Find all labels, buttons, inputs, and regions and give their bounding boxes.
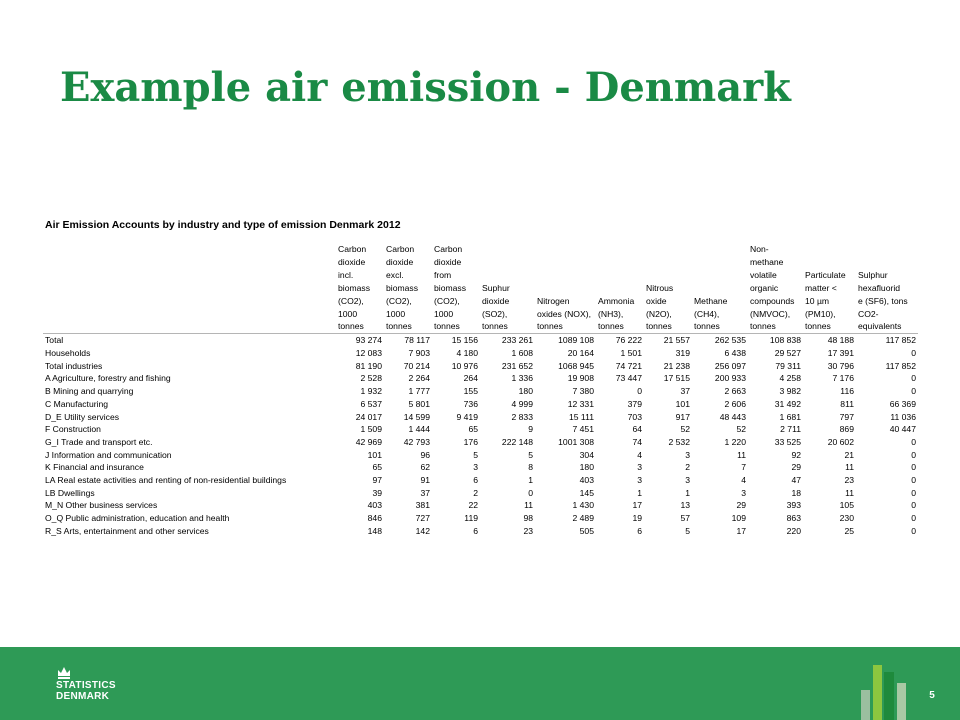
table-cell: 869	[839, 424, 854, 435]
column-header-line: excl.	[386, 269, 404, 280]
table-cell: 14 599	[403, 411, 430, 422]
industry-label: Households	[45, 348, 91, 359]
table-cell: 0	[911, 500, 916, 511]
industry-label: LB Dwellings	[45, 487, 95, 498]
table-cell: 797	[839, 411, 854, 422]
column-header	[480, 243, 535, 334]
table-cell: 97	[372, 475, 382, 486]
table-cell: 21	[844, 449, 854, 460]
table-cell: 319	[675, 348, 690, 359]
table-cell: 379	[627, 398, 642, 409]
column-header-line: Ammonia	[598, 295, 635, 306]
table-cell: 148	[367, 525, 382, 536]
table-cell: 7 380	[572, 386, 594, 397]
table-cell: 24 017	[355, 411, 382, 422]
table-cell: 0	[911, 386, 916, 397]
table-cell: 145	[579, 487, 594, 498]
column-header-line: (CO2),	[434, 295, 460, 306]
table-cell: 3	[741, 487, 746, 498]
table-cell: 4 258	[779, 373, 801, 384]
table-cell: 230	[839, 513, 854, 524]
column-header-line: Carbon	[434, 244, 463, 254]
table-cell: 18	[791, 487, 801, 498]
table-cell: 65	[372, 462, 382, 473]
table-cell: 222 148	[501, 436, 533, 447]
table-cell: 1 444	[408, 424, 430, 435]
table-cell: 1	[637, 487, 642, 498]
column-header-line: Suphur	[482, 282, 510, 293]
table-cell: 74	[632, 436, 642, 447]
column-header-line: 1000	[386, 308, 406, 319]
logo-line-statistics: STATISTICS	[56, 680, 116, 691]
table-cell: 6	[473, 525, 478, 536]
table-cell: 0	[911, 348, 916, 359]
table-cell: 21 238	[663, 360, 690, 371]
table-cell: 23	[523, 525, 533, 536]
table-cell: 6 438	[724, 348, 746, 359]
table-cell: 142	[415, 525, 430, 536]
column-header-line: methane	[750, 256, 784, 267]
table-cell: 0	[911, 436, 916, 447]
table-cell: 17	[632, 500, 642, 511]
table-cell: 101	[675, 398, 690, 409]
table-cell: 92	[791, 449, 801, 460]
table-cell: 62	[420, 462, 430, 473]
column-header	[856, 243, 918, 334]
table-row	[43, 474, 918, 487]
table-cell: 256 097	[714, 360, 746, 371]
table-cell: 48 188	[827, 335, 854, 346]
column-header-line: (CO2),	[338, 295, 364, 306]
column-header-line: 10 µm	[805, 295, 830, 306]
table-cell: 0	[911, 475, 916, 486]
page-number: 5	[929, 690, 935, 701]
table-cell: 17 391	[827, 348, 854, 359]
table-cell: 403	[367, 500, 382, 511]
table-cell: 231 652	[501, 360, 533, 371]
table-cell: 1 608	[511, 348, 533, 359]
table-row	[43, 411, 918, 424]
table-cell: 105	[839, 500, 854, 511]
column-header	[692, 243, 748, 334]
table-cell: 1	[528, 475, 533, 486]
column-header	[803, 243, 856, 334]
table-cell: 0	[911, 525, 916, 536]
column-header-line: dioxide	[386, 256, 414, 267]
table-cell: 180	[518, 386, 533, 397]
statistics-denmark-logo	[56, 664, 136, 704]
column-header-line: tonnes	[805, 321, 831, 332]
industry-label: K Financial and insurance	[45, 462, 144, 473]
column-header-line: dioxide	[338, 256, 366, 267]
column-header-line: tonnes	[694, 321, 720, 332]
table-cell: 31 492	[774, 398, 801, 409]
table-cell: 17 515	[663, 373, 690, 384]
table-cell: 15 111	[568, 411, 594, 422]
column-header-line: dioxide	[482, 295, 510, 306]
column-header-line: dioxide	[434, 256, 462, 267]
table-cell: 264	[463, 373, 478, 384]
table-cell: 505	[579, 525, 594, 536]
column-header-line: Sulphur	[858, 269, 888, 280]
industry-label: C Manufacturing	[45, 398, 109, 409]
table-cell: 1089 108	[558, 335, 594, 346]
table-cell: 117 852	[885, 335, 916, 346]
column-header-industry	[43, 243, 336, 334]
table-cell: 20 164	[567, 348, 594, 359]
table-cell: 1 681	[779, 411, 801, 422]
table-cell: 37	[680, 386, 690, 397]
table-cell: 863	[786, 513, 801, 524]
footer-decor-bar-3	[884, 672, 894, 720]
table-cell: 29 527	[774, 348, 801, 359]
table-cell: 109	[731, 513, 746, 524]
logo-line-denmark: DENMARK	[56, 690, 110, 702]
table-cell: 5	[528, 449, 533, 460]
column-header-line: Non-	[750, 244, 769, 254]
table-cell: 2 489	[572, 513, 594, 524]
table-cell: 3	[685, 449, 690, 460]
table-header-row	[43, 243, 918, 334]
table-cell: 0	[528, 487, 533, 498]
industry-label: R_S Arts, entertainment and other services	[45, 525, 209, 536]
table-cell: 40 447	[889, 424, 916, 435]
column-header-line: biomass	[338, 282, 370, 293]
footer-decor-bar-4	[897, 683, 906, 720]
table-cell: 3	[473, 462, 478, 473]
crown-icon	[56, 664, 72, 680]
table-cell: 6	[473, 475, 478, 486]
table-cell: 81 190	[355, 360, 382, 371]
column-header-line: Particulate	[805, 269, 846, 280]
table-row	[43, 512, 918, 525]
table-cell: 403	[579, 475, 594, 486]
column-header-line: Nitrogen	[537, 295, 570, 306]
table-cell: 116	[840, 386, 854, 397]
table-cell: 2 663	[724, 386, 746, 397]
table-cell: 47	[791, 475, 801, 486]
column-header-line: tonnes	[646, 321, 672, 332]
table-cell: 52	[736, 424, 746, 435]
industry-label: LA Real estate activities and renting of non-residential buildings	[45, 475, 287, 486]
table-cell: 98	[523, 513, 533, 524]
table-cell: 29	[736, 500, 746, 511]
column-header-line: tonnes	[598, 321, 624, 332]
table-cell: 2 532	[668, 436, 690, 447]
table-cell: 2 264	[408, 373, 430, 384]
column-header-line: tonnes	[482, 321, 508, 332]
table-cell: 1068 945	[558, 360, 594, 371]
table-cell: 3 982	[779, 386, 801, 397]
table-cell: 6	[637, 525, 642, 536]
table-cell: 811	[840, 398, 854, 409]
table-cell: 33 525	[774, 436, 801, 447]
column-header-line: 1000	[434, 308, 454, 319]
industry-label: Total industries	[45, 360, 103, 371]
table-cell: 78 117	[404, 335, 430, 346]
table-cell: 93 274	[355, 335, 382, 346]
table-cell: 180	[579, 462, 594, 473]
column-header	[596, 243, 644, 334]
table-cell: 73 447	[615, 373, 642, 384]
column-header-line: (CO2),	[386, 295, 412, 306]
table-cell: 3	[685, 475, 690, 486]
table-row	[43, 398, 918, 411]
column-header-line: (N2O),	[646, 308, 672, 319]
column-header-line: from	[434, 269, 452, 280]
table-cell: 1001 308	[558, 436, 594, 447]
column-header-line: organic	[750, 282, 779, 293]
table-cell: 727	[415, 513, 430, 524]
table-cell: 64	[632, 424, 642, 435]
table-cell: 39	[372, 487, 382, 498]
table-cell: 2 711	[780, 424, 801, 435]
column-header-line: hexafluorid	[858, 282, 901, 293]
table-cell: 12 331	[567, 398, 594, 409]
table-cell: 393	[786, 500, 801, 511]
slide-title: Example air emission - Denmark	[60, 64, 791, 111]
table-cell: 7 903	[408, 348, 430, 359]
table-cell: 1 220	[724, 436, 746, 447]
table-cell: 2	[685, 462, 690, 473]
table-cell: 42 969	[355, 436, 382, 447]
table-cell: 1 777	[408, 386, 430, 397]
industry-label: M_N Other business services	[45, 500, 158, 511]
table-row	[43, 525, 918, 538]
industry-label: J Information and communication	[45, 449, 172, 460]
table-cell: 108 838	[769, 335, 801, 346]
table-cell: 4	[637, 449, 642, 460]
table-cell: 200 933	[714, 373, 746, 384]
table-row	[43, 436, 918, 449]
table-cell: 11	[845, 487, 854, 498]
column-header-line: equivalents	[858, 321, 902, 332]
table-cell: 155	[463, 386, 478, 397]
industry-label: O_Q Public administration, education and health	[45, 513, 230, 524]
table-cell: 7 451	[572, 424, 594, 435]
table-row	[43, 347, 918, 360]
table-cell: 1 932	[360, 386, 382, 397]
table-cell: 0	[911, 487, 916, 498]
table-cell: 117 852	[885, 360, 916, 371]
table-cell: 15 156	[451, 335, 478, 346]
table-cell: 0	[911, 449, 916, 460]
table-cell: 11 036	[890, 411, 916, 422]
table-cell: 25	[844, 525, 854, 536]
industry-label: Total	[45, 335, 64, 346]
table-cell: 2 606	[724, 398, 746, 409]
column-header-line: (NMVOC),	[750, 308, 791, 319]
column-header-line: oxide	[646, 295, 667, 306]
column-header	[644, 243, 692, 334]
industry-label: D_E Utility services	[45, 411, 120, 422]
column-header-line: biomass	[386, 282, 418, 293]
table-row	[43, 372, 918, 385]
table-cell: 220	[786, 525, 801, 536]
table-row	[43, 360, 918, 373]
table-cell: 19	[632, 513, 642, 524]
column-header-line: tonnes	[537, 321, 563, 332]
table-cell: 6 537	[360, 398, 382, 409]
table-cell: 8	[528, 462, 533, 473]
table-cell: 70 214	[403, 360, 430, 371]
column-header-line: (CH4),	[694, 308, 720, 319]
table-cell: 57	[680, 513, 690, 524]
table-cell: 3	[637, 462, 642, 473]
table-cell: 262 535	[714, 335, 746, 346]
industry-label: A Agriculture, forestry and fishing	[45, 373, 171, 384]
table-cell: 9 419	[456, 411, 478, 422]
table-cell: 3	[637, 475, 642, 486]
table-cell: 21 557	[663, 335, 690, 346]
column-header-line: incl.	[338, 269, 354, 280]
column-header-line: Carbon	[338, 244, 367, 254]
table-cell: 176	[463, 436, 478, 447]
table-cell: 9	[528, 424, 533, 435]
table-cell: 10 976	[451, 360, 478, 371]
table-cell: 0	[637, 386, 642, 397]
industry-label: G_I Trade and transport etc.	[45, 436, 153, 447]
table-cell: 91	[420, 475, 430, 486]
table-cell: 79 311	[775, 360, 801, 371]
footer-decor-bar-2	[873, 665, 882, 720]
table-cell: 2 528	[360, 373, 382, 384]
column-header-line: matter <	[805, 282, 837, 293]
table-cell: 76 222	[615, 335, 642, 346]
table-cell: 0	[911, 373, 916, 384]
table-cell: 65	[468, 424, 478, 435]
column-header-line: tonnes	[338, 321, 364, 332]
table-cell: 119	[464, 513, 478, 524]
table-cell: 846	[367, 513, 382, 524]
column-header	[535, 243, 596, 334]
column-header-line: Methane	[694, 295, 728, 306]
table-cell: 1 430	[572, 500, 594, 511]
table-cell: 0	[911, 513, 916, 524]
table-row	[43, 385, 918, 398]
table-cell: 11	[524, 500, 533, 511]
table-cell: 13	[680, 500, 690, 511]
column-header	[748, 243, 803, 334]
column-header-line: tonnes	[386, 321, 412, 332]
table-cell: 1 509	[360, 424, 382, 435]
column-header-line: (PM10),	[805, 308, 836, 319]
table-row	[43, 499, 918, 512]
table-cell: 52	[680, 424, 690, 435]
column-header-line: oxides (NOX),	[537, 308, 591, 319]
column-header-line: volatile	[750, 269, 777, 280]
table-cell: 736	[463, 398, 478, 409]
table-cell: 1 336	[511, 373, 533, 384]
column-header	[432, 243, 480, 334]
column-header	[336, 243, 384, 334]
table-cell: 101	[367, 449, 382, 460]
table-cell: 12 083	[355, 348, 382, 359]
column-header-line: biomass	[434, 282, 466, 293]
table-cell: 4 180	[456, 348, 478, 359]
table-cell: 29	[791, 462, 801, 473]
footer-bar	[0, 647, 960, 720]
table-cell: 381	[415, 500, 430, 511]
table-cell: 5	[473, 449, 478, 460]
column-header-line: Nitrous	[646, 282, 674, 293]
table-row	[43, 334, 918, 347]
column-header-line: (SO2),	[482, 308, 508, 319]
table-cell: 7	[741, 462, 746, 473]
table-cell: 2	[473, 487, 478, 498]
column-header-line: tonnes	[750, 321, 776, 332]
table-cell: 48 443	[719, 411, 746, 422]
table-cell: 7 176	[832, 373, 854, 384]
table-cell: 66 369	[889, 398, 916, 409]
column-header-line: compounds	[750, 295, 795, 306]
table-cell: 304	[579, 449, 594, 460]
table-cell: 1	[685, 487, 690, 498]
column-header-line: CO2-	[858, 308, 879, 319]
table-caption: Air Emission Accounts by industry and type of emission Denmark 2012	[45, 219, 401, 231]
column-header-line: Carbon	[386, 244, 415, 254]
table-cell: 5	[685, 525, 690, 536]
table-cell: 23	[844, 475, 854, 486]
table-cell: 30 796	[827, 360, 854, 371]
table-row	[43, 449, 918, 462]
footer-decor-bar-1	[861, 690, 870, 720]
table-cell: 11	[845, 462, 854, 473]
table-cell: 42 793	[403, 436, 430, 447]
table-row	[43, 461, 918, 474]
table-cell: 0	[911, 462, 916, 473]
table-cell: 11	[737, 449, 746, 460]
table-row	[43, 423, 918, 436]
table-cell: 22	[468, 500, 478, 511]
column-header-line: e (SF6), tons	[858, 295, 908, 306]
industry-label: B Mining and quarrying	[45, 386, 134, 397]
table-cell: 74 721	[615, 360, 642, 371]
table-cell: 20 602	[827, 436, 854, 447]
table-cell: 703	[627, 411, 642, 422]
column-header-line: tonnes	[434, 321, 460, 332]
table-cell: 17	[736, 525, 746, 536]
column-header	[384, 243, 432, 334]
table-cell: 2 833	[511, 411, 533, 422]
table-cell: 19 908	[567, 373, 594, 384]
table-cell: 4	[741, 475, 746, 486]
table-cell: 37	[420, 487, 430, 498]
emissions-table	[43, 243, 918, 538]
table-cell: 96	[420, 449, 430, 460]
table-row	[43, 487, 918, 500]
column-header-line: 1000	[338, 308, 358, 319]
table-cell: 5 801	[408, 398, 430, 409]
table-cell: 917	[675, 411, 690, 422]
table-body	[43, 334, 918, 538]
table-cell: 233 261	[501, 335, 533, 346]
column-header-line: (NH3),	[598, 308, 624, 319]
table-cell: 4 999	[511, 398, 533, 409]
industry-label: F Construction	[45, 424, 101, 435]
table-cell: 1 501	[620, 348, 642, 359]
